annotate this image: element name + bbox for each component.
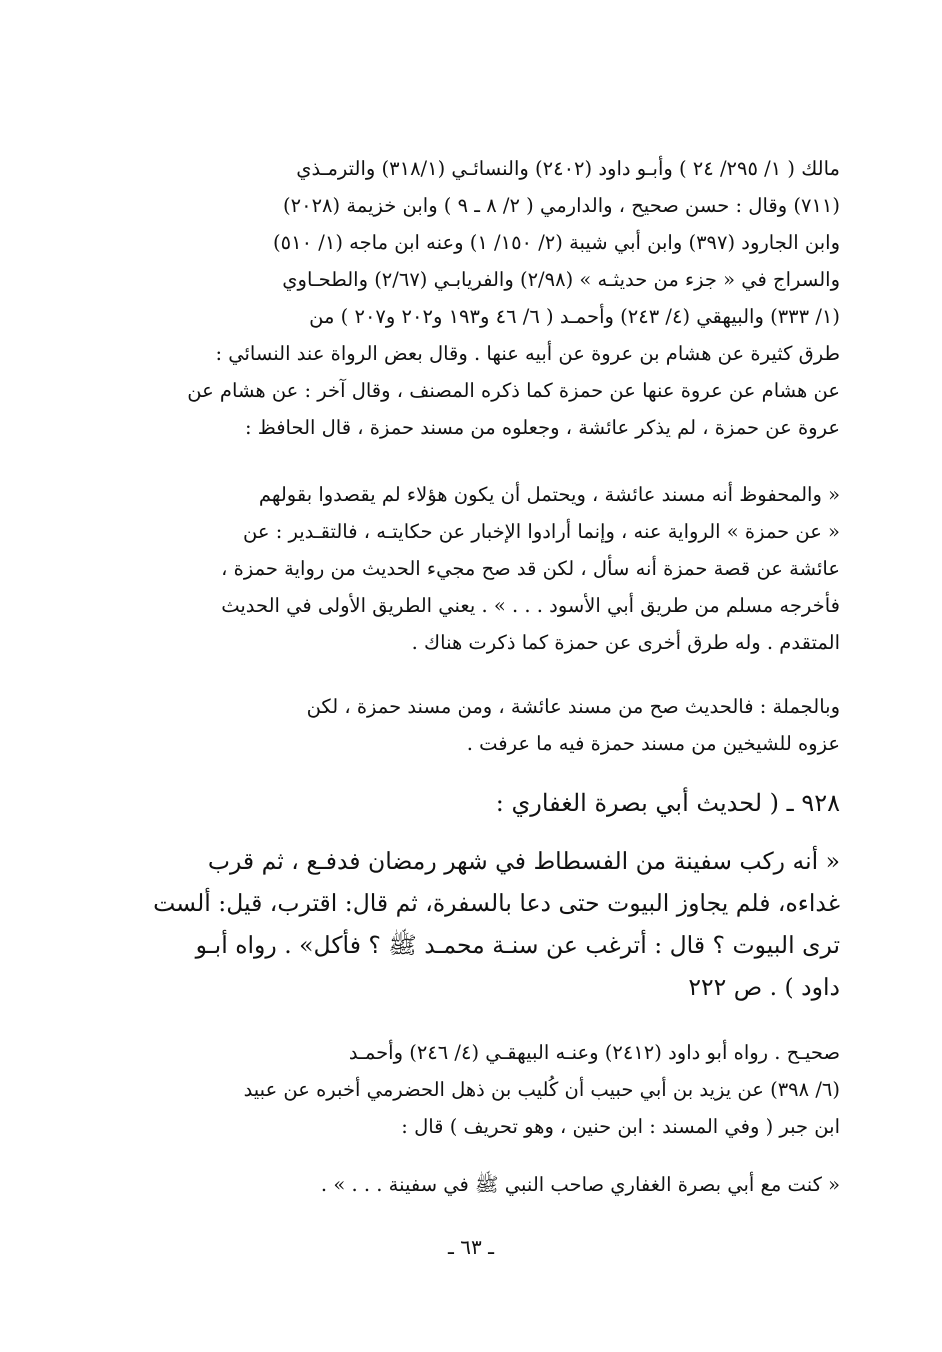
text-line: « أنه ركب سفينة من الفسطاط في شهر رمضان فدفـع ، ثم قرب [207, 847, 840, 875]
paragraph-narration [150, 1166, 840, 1203]
text-line: فأخرجه مسلم من طريق أبي الأسود . . . » . يعني الطريق الأولى في الحديث [221, 594, 840, 617]
text-line: عزوه للشيخين من مسند حمزة فيه ما عرفت . [466, 732, 840, 755]
paragraph-grading [150, 1034, 840, 1145]
text-line: صحيـح . رواه أبو داود (٢٤١٢) وعنـه البيهقـي (٤/ ٢٤٦) وأحمـد [348, 1041, 840, 1064]
hadith-heading [280, 780, 840, 826]
text-line: عن هشام عن عروة عنها عن حمزة كما ذكره المصنف ، وقال آخر : عن هشام عن [187, 379, 840, 402]
page-number: ـ ٦٣ ـ [448, 1235, 494, 1259]
text-line: طرق كثيرة عن هشام بن عروة عن أبيه عنها . وقال بعض الرواة عند النسائي : [215, 342, 840, 365]
text-line: والسراج في « جزء من حديثـه » (٢/٩٨) والفريابـي (٢/٦٧) والطحـاوي [282, 268, 840, 291]
text-line: « عن حمزة » الرواية عنه ، وإنما أرادوا الإخبار عن حكايتـه ، فالتقـدير : عن [243, 520, 840, 543]
hadith-heading-text: ٩٢٨ ـ ( لحديث أبي بصرة الغفاري : [495, 789, 840, 817]
text-line: « والمحفوظ أنه مسند عائشة ، ويحتمل أن يكون هؤلاء لم يقصدوا بقولهم [258, 483, 840, 506]
text-line: وبالجملة : فالحديث صح من مسند عائشة ، ومن مسند حمزة ، لكن [306, 695, 840, 718]
text-line: وابن الجارود (٣٩٧) وابن أبي شيبة (٢/ ١٥٠/ ١) وعنه ابن ماجه (١/ ٥١٠) [273, 231, 840, 254]
text-line: عائشة عن قصة حمزة أنه سأل ، لكن قد صح مجيء الحديث من رواية حمزة ، [221, 557, 840, 580]
text-line: « كنت مع أبي بصرة الغفاري صاحب النبي ﷺ في سفينة . . . » . [320, 1173, 840, 1196]
hadith-matn [150, 840, 840, 1008]
paragraph-summary [150, 688, 840, 762]
text-line: (٧١١) وقال : حسن صحيح ، والدارمي ( ٢/ ٨ ـ ٩ ) وابن خزيمة (٢٠٢٨) [283, 194, 840, 217]
paragraph-takhrij-sources [150, 150, 840, 446]
text-line: (٦/ ٣٩٨) عن يزيد بن أبي حبيب أن كُليب بن ذهل الحضرمي أخبره عن عبيد [243, 1078, 840, 1101]
text-line: ترى البيوت ؟ قال : أترغب عن سنـة محمـد ﷺ ؟ فأكل» . رواه أبـو [195, 931, 840, 959]
text-line: المتقدم . وله طرق أخرى عن حمزة كما ذكرت هناك . [411, 631, 840, 654]
text-line: عروة عن حمزة ، لم يذكر عائشة ، وجعلوه من مسند حمزة ، قال الحافظ : [244, 416, 840, 439]
paragraph-hafiz-quote [150, 476, 840, 661]
text-line: مالك ( ١/ ٢٩٥/ ٢٤ ) وأبـو داود (٢٤٠٢) والنسائـي (٣١٨/١) والترمـذي [296, 157, 840, 180]
text-line: غداءه، فلم يجاوز البيوت حتى دعا بالسفرة، ثم قال: اقترب، قيل: ألست [153, 889, 840, 917]
text-line: داود ) . ص ٢٢٢ [688, 973, 840, 1001]
text-line: ابن جبر ( وفي المسند : ابن حنين ، وهو تحريف ) قال : [401, 1115, 840, 1138]
text-line: (١/ ٣٣٣) والبيهقي (٤/ ٢٤٣) وأحمـد ( ٦/ ٤٦ و١٩٣ و٢٠٢ و٢٠٧ ) من [309, 305, 840, 328]
